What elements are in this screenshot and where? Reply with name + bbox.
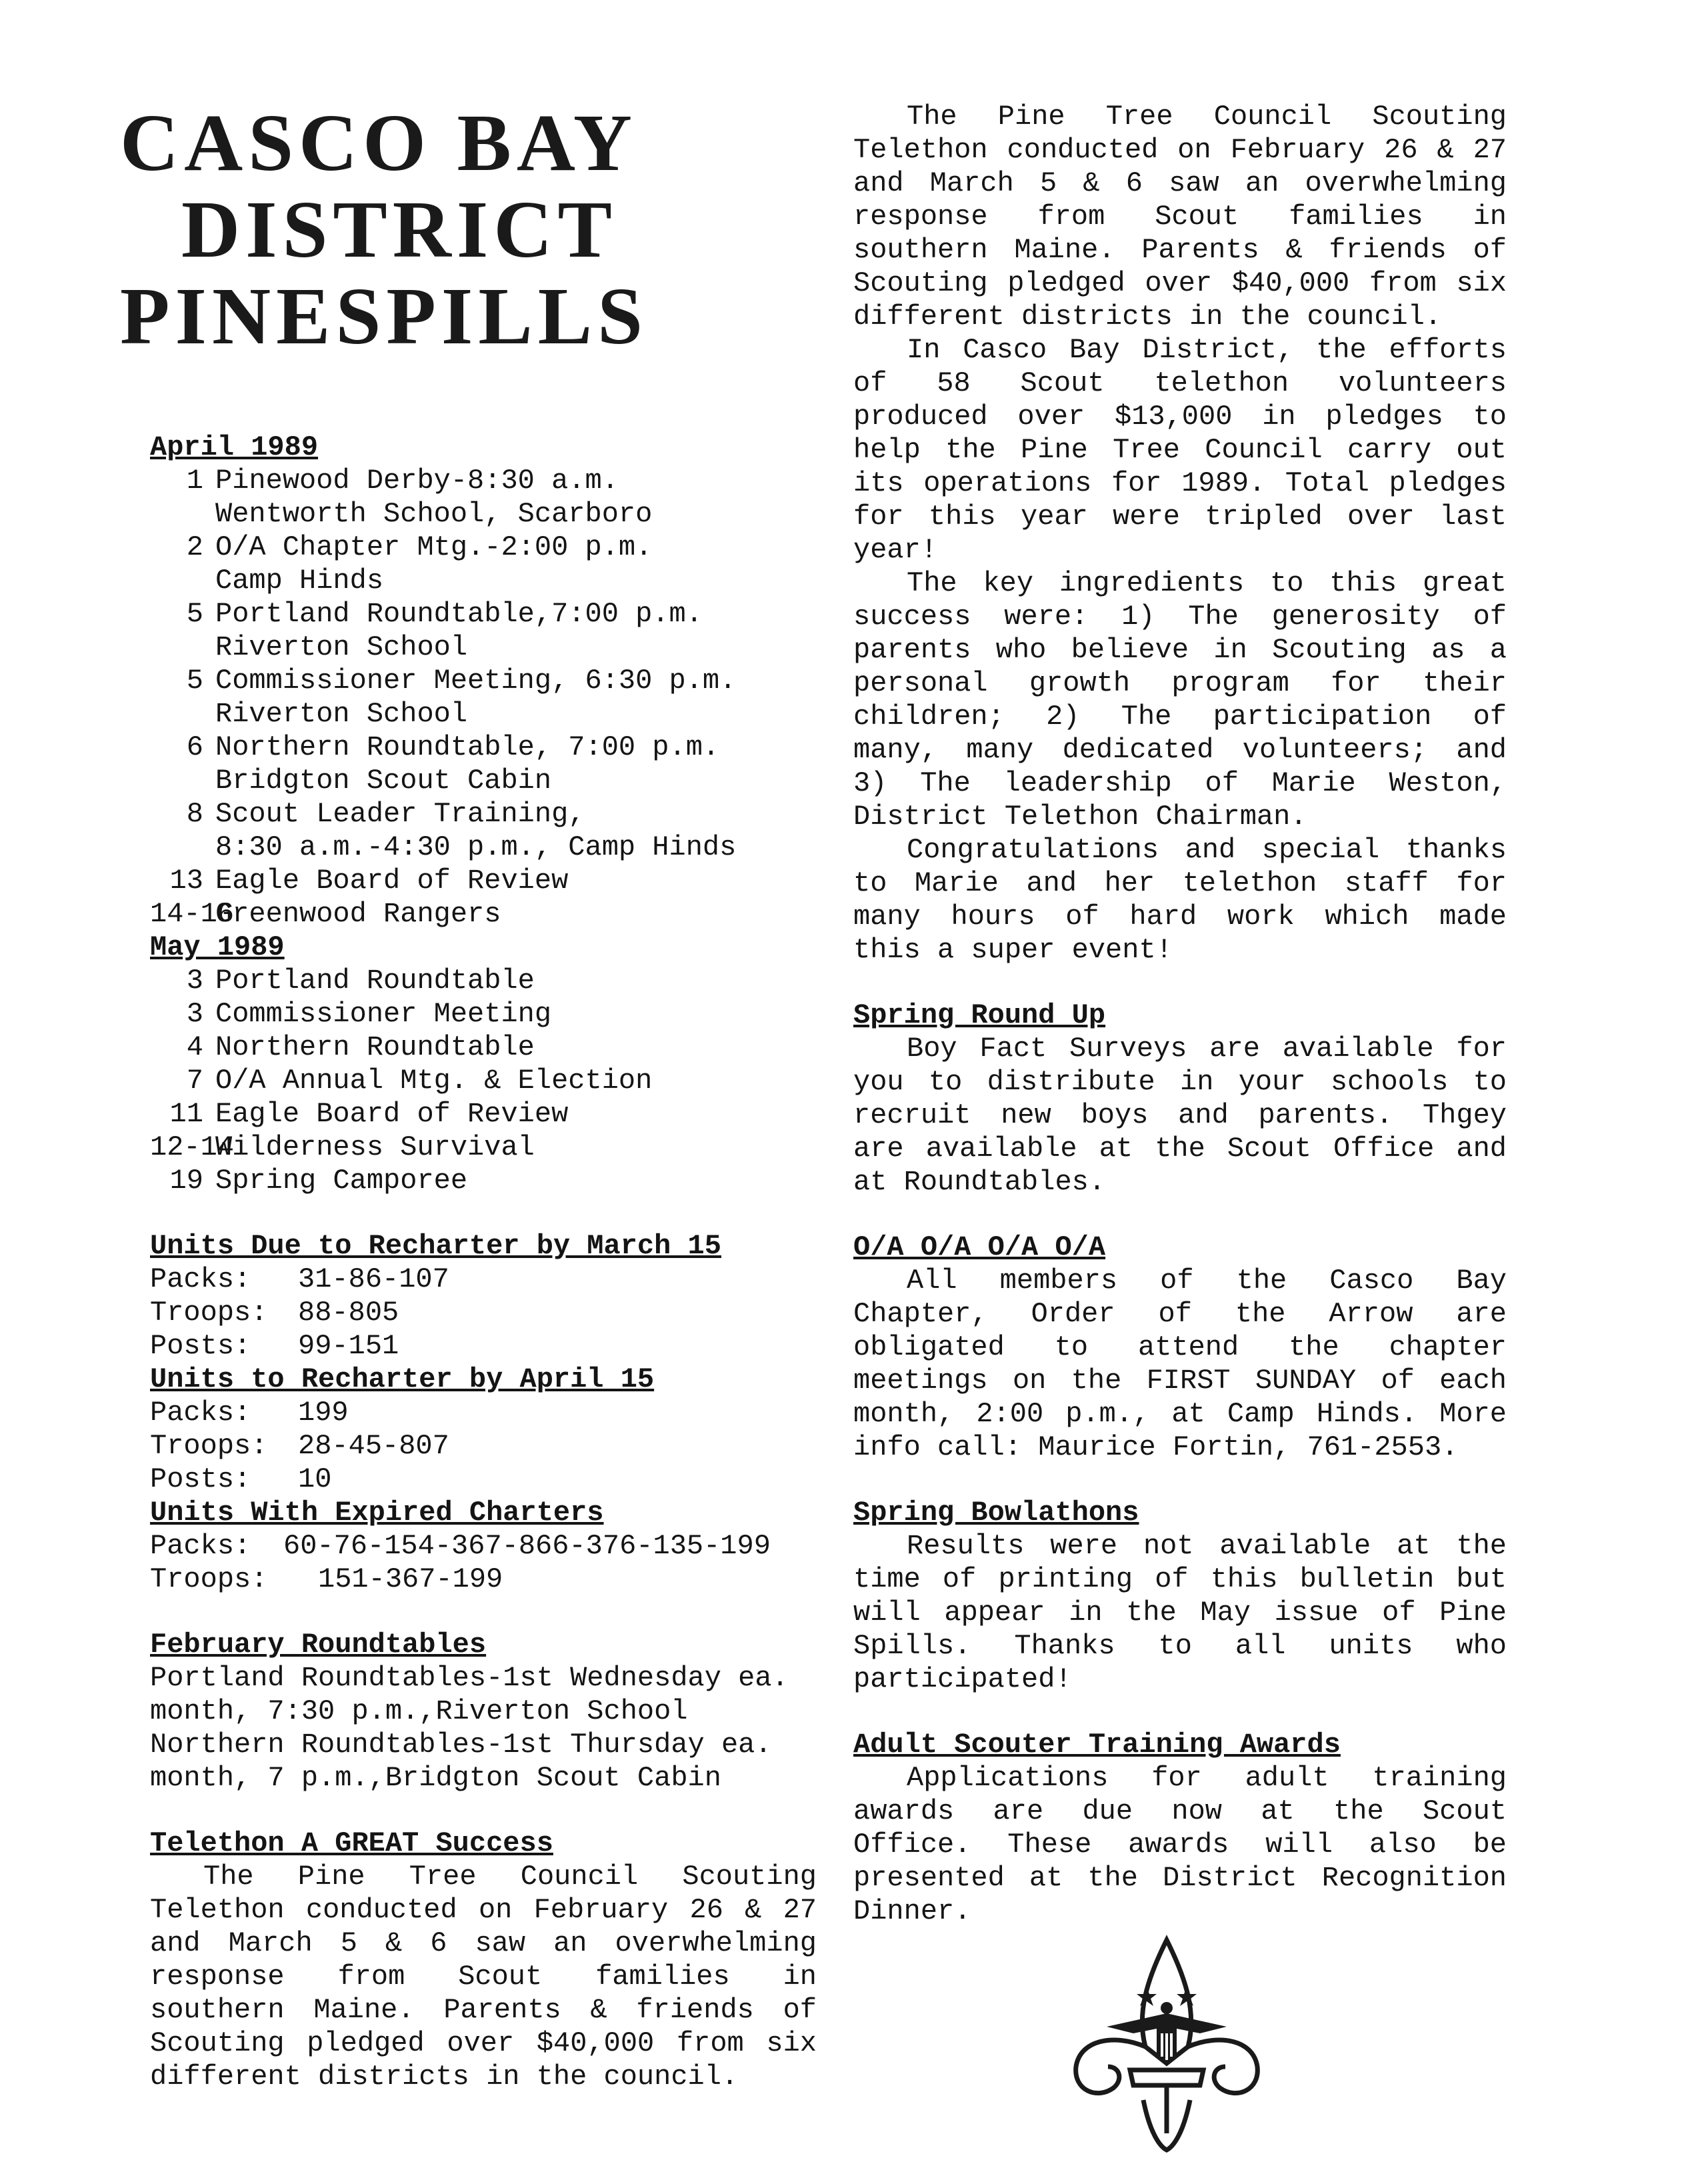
telethon-continuation: The Pine Tree Council Scouting Telethon conducted on February 26 & 27 and March 5 & 6 saw an overwhelming response from Scout families in southern Maine. Parents & friends of Scouting pledged over $40,000 from six different districts in the council. <box>853 101 1507 333</box>
event-item: 12-14 Wilderness Survival <box>150 1131 535 1163</box>
unit-row: Posts: 99-151 <box>150 1330 399 1362</box>
telethon-heading: Telethon A GREAT Success <box>150 1827 553 1859</box>
bowlathons-text: Results were not available at the time of printing of this bulletin but will appear in the May issue of Pine Spills. Thanks to all units who participated! <box>853 1530 1507 1695</box>
telethon-paragraph-2: In Casco Bay District, the efforts of 58 Scout telethon volunteers produced over $13,000 in pledges to help the Pine Tree Council carry out its operations for 1989. Total pledges for this year were tripled over last year! <box>853 334 1507 566</box>
event-item: 3 Commissioner Meeting <box>186 998 552 1030</box>
masthead-line-1: CASCO BAY <box>120 98 637 188</box>
event-item: 5 Commissioner Meeting, 6:30 p.m. <box>186 665 737 697</box>
event-item: 13 Eagle Board of Review <box>169 865 569 897</box>
recharter-march-heading: Units Due to Recharter by March 15 <box>150 1230 721 1262</box>
event-item: 11 Eagle Board of Review <box>169 1098 569 1130</box>
event-detail: 8:30 a.m.-4:30 p.m., Camp Hinds <box>215 831 737 863</box>
unit-row: Packs: 31-86-107 <box>150 1263 449 1295</box>
event-item: 4 Northern Roundtable <box>186 1031 535 1063</box>
spring-round-up-text: Boy Fact Surveys are available for you to distribute in your schools to recruit new boys and parents. Thgey are available at the Scout Office and at Roundtables. <box>853 1033 1507 1198</box>
masthead-title <box>120 100 827 360</box>
event-item: 19 Spring Camporee <box>169 1165 468 1197</box>
event-item: 5 Portland Roundtable,7:00 p.m. <box>186 598 703 630</box>
event-item: 3 Portland Roundtable <box>186 965 535 997</box>
event-item: 2 O/A Chapter Mtg.-2:00 p.m. <box>186 531 653 563</box>
event-item: 7 O/A Annual Mtg. & Election <box>186 1065 653 1097</box>
telethon-paragraph-1: The Pine Tree Council Scouting Telethon conducted on February 26 & 27 and March 5 & 6 saw an overwhelming response from Scout families in southern Maine. Parents & friends of Scouting pledged over $40,000 from six different districts in the council. <box>150 1861 817 2093</box>
telethon-paragraph-3: The key ingredients to this great success were: 1) The generosity of parents who believe in Scouting as a personal growth program for their children; 2) The participation of many, many dedicated volunteers; and 3) The leadership of Marie Weston, District Telethon Chairman. <box>853 567 1507 833</box>
event-item: 6 Northern Roundtable, 7:00 p.m. <box>186 731 720 763</box>
fleur-de-lis-eagle-icon <box>1067 1933 1267 2153</box>
text-line: Portland Roundtables-1st Wednesday ea. <box>150 1662 789 1694</box>
unit-row: Troops: 151-367-199 <box>150 1563 503 1595</box>
unit-row: Troops: 88-805 <box>150 1297 399 1329</box>
event-item: 8 Scout Leader Training, <box>186 798 585 830</box>
unit-row: Posts: 10 <box>150 1463 332 1495</box>
oa-text: All members of the Casco Bay Chapter, Order of the Arrow are obligated to attend the chapter meetings on the FIRST SUNDAY of each month, 2:00 p.m., at Camp Hinds. More info call: Maurice Fortin, 761-2553. <box>853 1265 1507 1463</box>
unit-row: Packs: 60-76-154-367-866-376-135-199 <box>150 1530 771 1562</box>
text-line: Northern Roundtables-1st Thursday ea. <box>150 1729 772 1761</box>
april-events <box>150 464 817 931</box>
event-detail: Camp Hinds <box>215 565 384 597</box>
may-events <box>150 964 817 1197</box>
training-awards-text: Applications for adult training awards are due now at the Scout Office. These awards will also be presented at the District Recognition Dinner. <box>853 1762 1507 1927</box>
right-column <box>853 101 1507 1928</box>
event-detail: Riverton School <box>215 698 468 730</box>
training-awards-heading: Adult Scouter Training Awards <box>853 1729 1341 1761</box>
oa-heading: O/A O/A O/A O/A <box>853 1231 1106 1263</box>
bowlathons-heading: Spring Bowlathons <box>853 1497 1139 1529</box>
unit-row: Packs: 199 <box>150 1397 349 1429</box>
event-item: 14-16 Greenwood Rangers <box>150 898 501 930</box>
event-detail: Wentworth School, Scarboro <box>215 498 653 530</box>
unit-row: Troops: 28-45-807 <box>150 1430 449 1462</box>
left-column <box>150 431 817 2093</box>
text-line: month, 7:30 p.m.,Riverton School <box>150 1695 688 1727</box>
event-detail: Bridgton Scout Cabin <box>215 765 552 797</box>
masthead-line-2: DISTRICT <box>181 185 617 275</box>
text-line: month, 7 p.m.,Bridgton Scout Cabin <box>150 1762 721 1794</box>
february-roundtables-heading: February Roundtables <box>150 1629 487 1661</box>
telethon-paragraph-4: Congratulations and special thanks to Marie and her telethon staff for many hours of hard work which made this a super event! <box>853 834 1507 966</box>
masthead-line-3: PINESPILLS <box>120 271 648 361</box>
event-detail: Riverton School <box>215 631 468 663</box>
april-heading: April 1989 <box>150 431 319 463</box>
expired-charters-heading: Units With Expired Charters <box>150 1497 604 1529</box>
spring-round-up-heading: Spring Round Up <box>853 999 1106 1031</box>
event-item: 1 Pinewood Derby-8:30 a.m. <box>186 465 619 497</box>
may-heading: May 1989 <box>150 931 285 963</box>
recharter-april-heading: Units to Recharter by April 15 <box>150 1363 655 1395</box>
